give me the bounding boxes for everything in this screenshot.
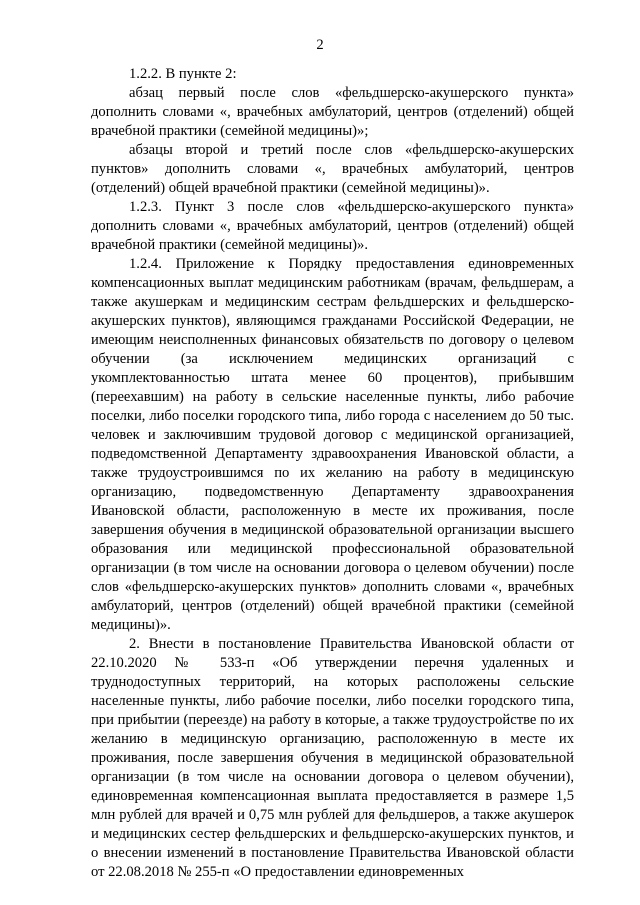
paragraph-2: 2. Внести в постановление Правительства Ивановской области от 22.10.2020 № 533-п «Об утверждении перечня удаленных и труднодоступных территорий, на которых расположены сельские населенные пункты, либо рабочие поселки, либо поселки городского типа, при прибытии (переезде) на работу в которые, а также трудоустройстве по их желанию в медицинскую организацию, расположенную в месте их проживания, после завершения обучения в медицинской образовательной организации (в том числе на основании договора о целевом обучении), единовременная компенсационная выплата предоставляется в размере 1,5 млн рублей для врачей и 0,75 млн рублей для фельдшеров, а также акушерок и медицинских сестер фельдшерских и фельдшерско-акушерских пунктов, и о внесении изменений в постановление Правительства Ивановской области от 22.08.2018 № 255-п «О предоставлении единовременных: [91, 636, 574, 880]
paragraph-1-2-4: 1.2.4. Приложение к Порядку предоставления единовременных компенсационных выплат медицинским работникам (врачам, фельдшерам, а также акушеркам и медицинским сестрам фельдшерских и фельдшерско-акушерских пунктов), являющимся гражданами Российской Федерации, не имеющим неисполненных финансовых обязательств по договору о целевом обучении (за исключением медицинских организаций с укомплектованностью штата менее 60 процентов), прибывшим (переехавшим) на работу в сельские населенные пункты, либо рабочие поселки, либо поселки городского типа, либо города с населением до 50 тыс. человек и заключившим трудовой договор с медицинской организацией, подведомственной Департаменту здравоохранения Ивановской области, а также трудоустроившимся по их желанию на работу в медицинскую организацию, подведомственную Департаменту здравоохранения Ивановской области, расположенную в месте их проживания, после завершения обучения в медицинской образовательной организации высшего образования или медицинской профессиональной образовательной организации (в том числе на основании договора о целевом обучении) после слов «фельдшерско-акушерских пунктов» дополнить словами «, врачебных амбулаторий, центров (отделений) общей врачебной практики (семейной медицины)».: [91, 256, 574, 633]
paragraph-1-2-3: 1.2.3. Пункт 3 после слов «фельдшерско-акушерского пункта» дополнить словами «, врачебных амбулаторий, центров (отделений) общей врачебной практики (семейной медицины)».: [91, 199, 574, 253]
paragraph-1-2-2-heading: 1.2.2. В пункте 2:: [129, 66, 237, 82]
paragraph-second-third-abzac: абзацы второй и третий после слов «фельдшерско-акушерских пунктов» дополнить словами «, врачебных амбулаторий, центров (отделений) общей врачебной практики (семейной медицины)».: [91, 142, 574, 196]
page-number: 2: [316, 37, 324, 53]
document-body: [91, 65, 574, 882]
paragraph-first-abzac: абзац первый после слов «фельдшерско-акушерского пункта» дополнить словами «, врачебных амбулаторий, центров (отделений) общей врачебной практики (семейной медицины)»;: [91, 85, 574, 139]
